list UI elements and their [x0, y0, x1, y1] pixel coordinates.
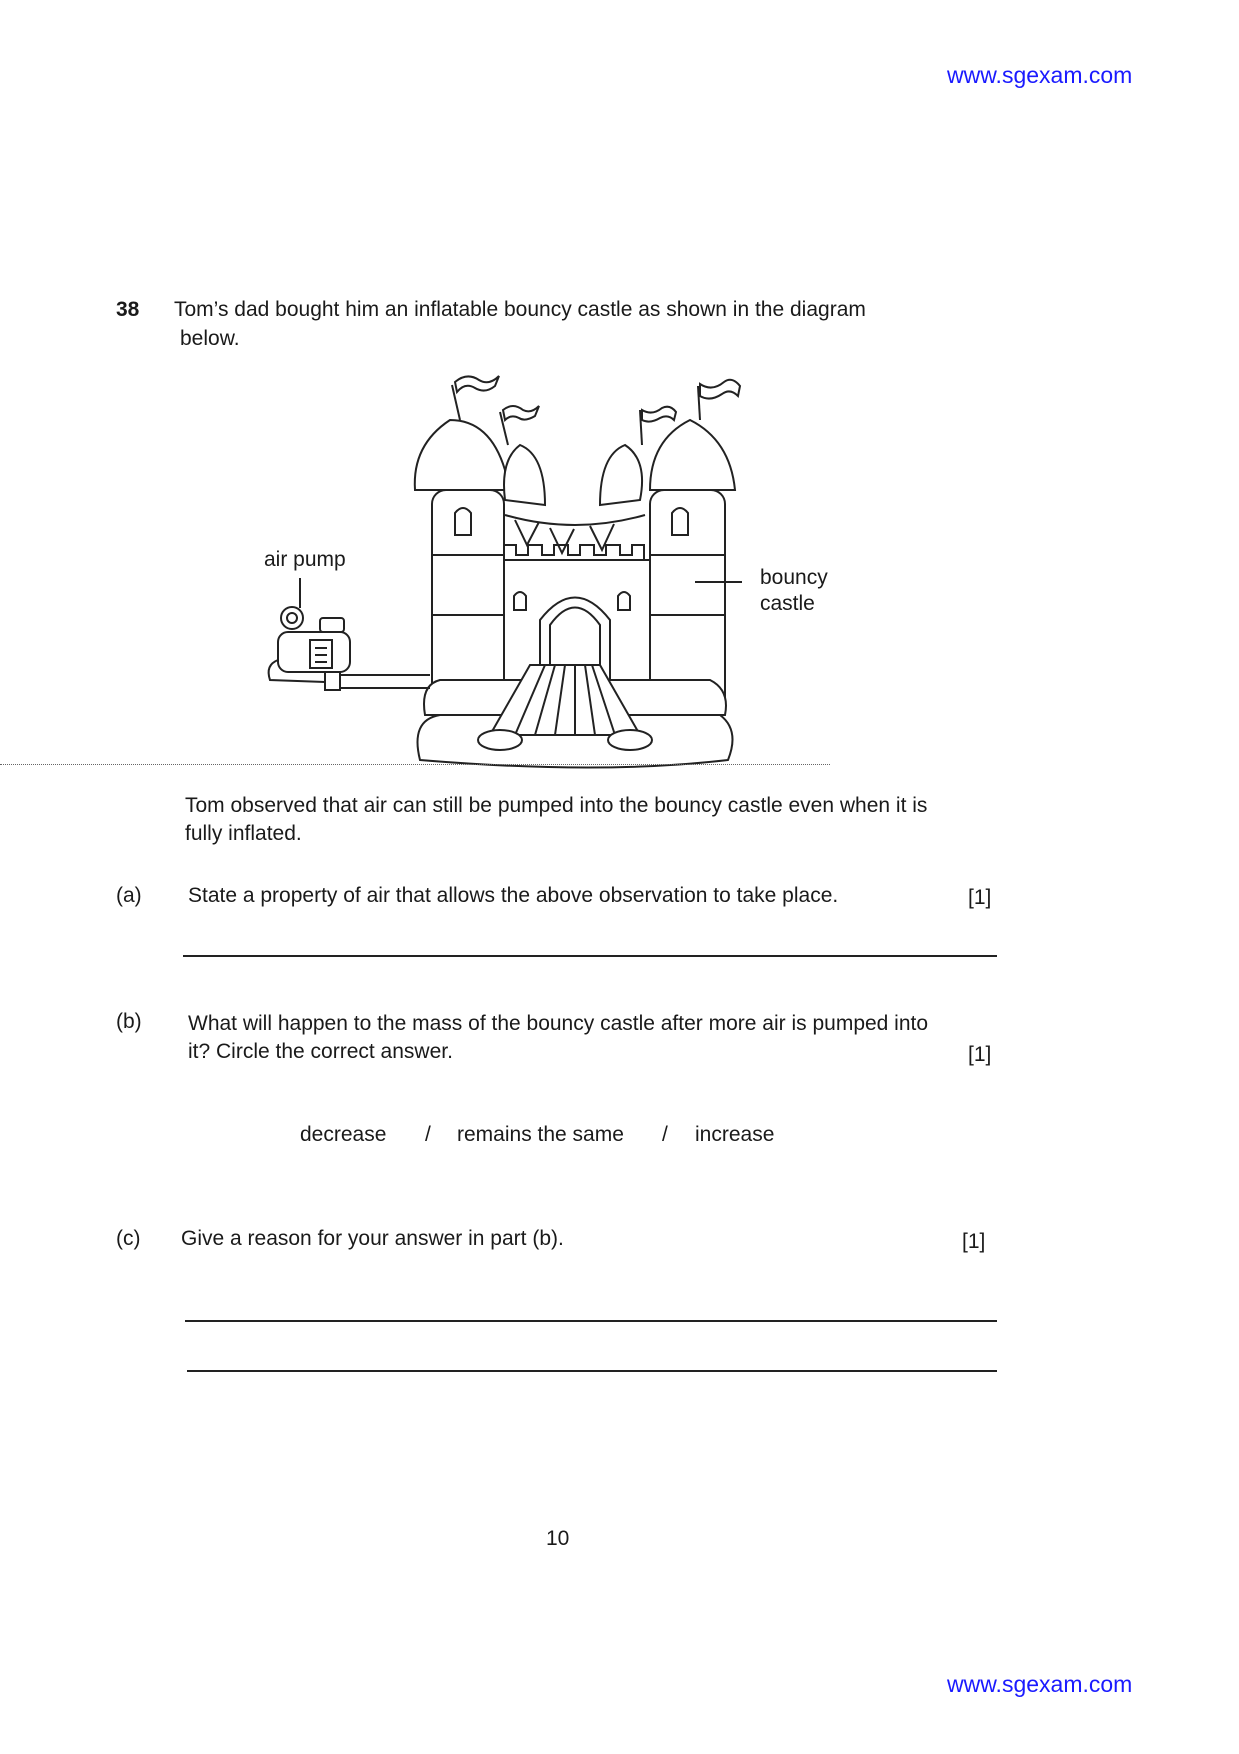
part-b-question-line1: What will happen to the mass of the bouncy castle after more air is pumped into [188, 1012, 929, 1035]
part-c-answer-line-2[interactable] [187, 1370, 997, 1372]
dotted-divider [0, 764, 830, 765]
option-decrease[interactable]: decrease [300, 1123, 387, 1146]
option-separator: / [425, 1123, 431, 1146]
bouncy-castle-label-line1: bouncy [760, 566, 828, 589]
part-a-answer-line[interactable] [183, 955, 997, 957]
part-a-question: State a property of air that allows the above observation to take place. [188, 884, 839, 907]
question-number: 38 [116, 298, 140, 321]
part-c-question: Give a reason for your answer in part (b). [181, 1227, 564, 1250]
part-b-label: (b) [116, 1010, 142, 1033]
bouncy-castle-label-line2: castle [760, 592, 815, 615]
part-c-answer-line-1[interactable] [185, 1320, 997, 1322]
page-number: 10 [546, 1527, 570, 1550]
website-link-bottom[interactable]: www.sgexam.com [947, 1671, 1133, 1697]
question-intro-line1: Tom’s dad bought him an inflatable bouncy castle as shown in the diagram [174, 298, 866, 321]
observation-line2: fully inflated. [185, 822, 302, 845]
question-intro-line2: below. [180, 327, 240, 350]
air-pump-label: air pump [264, 548, 346, 571]
option-remains-the-same[interactable]: remains the same [457, 1123, 624, 1146]
bouncy-castle-diagram [0, 0, 1239, 780]
website-link-top[interactable]: www.sgexam.com [947, 62, 1133, 88]
part-b-marks: [1] [968, 1043, 992, 1066]
part-a-marks: [1] [968, 886, 992, 909]
part-c-label: (c) [116, 1227, 141, 1250]
observation-line1: Tom observed that air can still be pumped into the bouncy castle even when it is [185, 794, 928, 817]
part-c-marks: [1] [962, 1230, 986, 1253]
air-pump-icon [269, 578, 350, 690]
part-b-question-line2: it? Circle the correct answer. [188, 1040, 453, 1063]
part-a-label: (a) [116, 884, 142, 907]
option-separator: / [662, 1123, 668, 1146]
option-increase[interactable]: increase [695, 1123, 775, 1146]
